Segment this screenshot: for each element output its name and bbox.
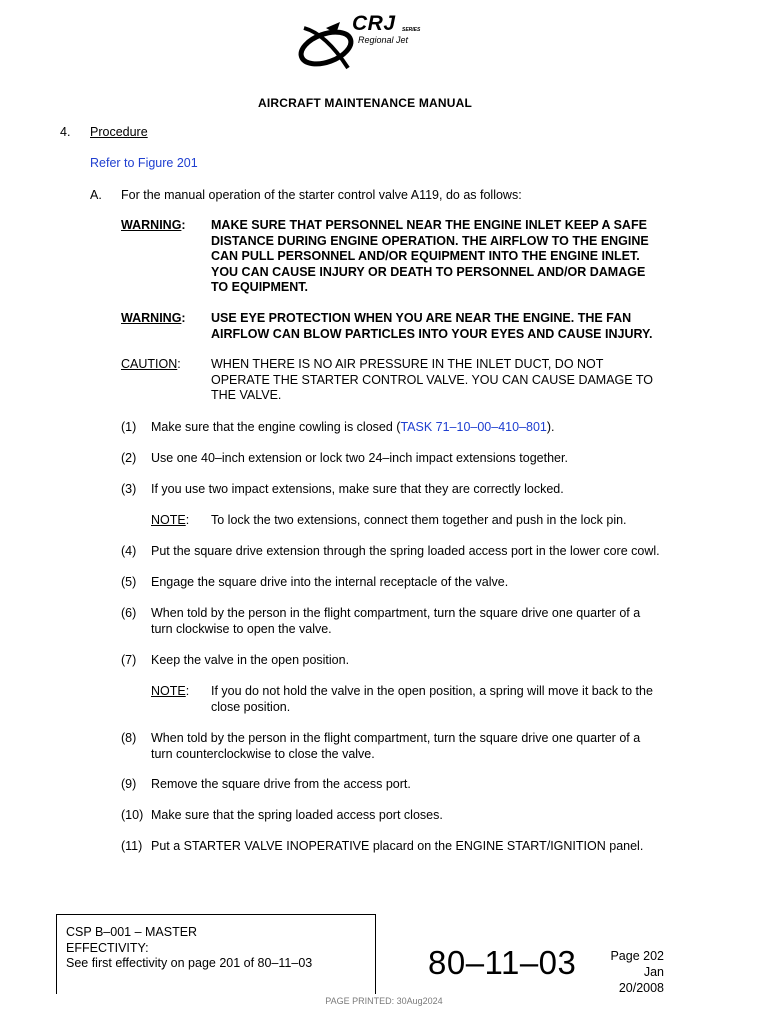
- caution-label: CAUTION:: [121, 357, 181, 371]
- document-number: 80–11–03: [428, 944, 577, 981]
- logo-subtitle: Regional Jet: [358, 35, 409, 45]
- note-text: To lock the two extensions, connect them together and push in the lock pin.: [211, 513, 627, 527]
- step-text: Keep the valve in the open position.: [151, 653, 350, 667]
- note-label: NOTE:: [151, 684, 190, 698]
- warning-label: WARNING:: [121, 311, 186, 325]
- step-number: (9): [121, 777, 137, 791]
- page-info: [598, 948, 664, 996]
- step-text: Put a STARTER VALVE INOPERATIVE placard on the ENGINE START/IGNITION panel.: [151, 839, 644, 853]
- step-number: (5): [121, 575, 137, 589]
- step-text: Put the square drive extension through the spring loaded access port in the lower core cowl.: [151, 544, 660, 558]
- step-number: (4): [121, 544, 137, 558]
- step-text: Make sure that the engine cowling is closed (TASK 71–10–00–410–801).: [151, 420, 555, 434]
- effectivity-label: EFFECTIVITY:: [66, 940, 149, 955]
- page-printed-stamp: PAGE PRINTED: 30Aug2024: [325, 996, 443, 1006]
- step-text: Use one 40–inch extension or lock two 24–inch impact extensions together.: [151, 451, 568, 465]
- section-title: Procedure: [90, 125, 148, 139]
- step-text: Make sure that the spring loaded access port closes.: [151, 808, 443, 822]
- step-number: (10): [121, 808, 144, 822]
- step-text: When told by the person in the flight compartment, turn the square drive one quarter of a turn clockwise to open the valve.: [151, 606, 641, 636]
- step-text: Remove the square drive from the access port.: [151, 777, 411, 791]
- effectivity-text: See first effectivity on page 201 of 80–11–03: [66, 956, 313, 970]
- step-text: Engage the square drive into the internal receptacle of the valve.: [151, 575, 509, 589]
- step-text: If you use two impact extensions, make sure that they are correctly locked.: [151, 482, 564, 496]
- item-a-label: A.: [90, 188, 102, 202]
- step-number: (8): [121, 731, 137, 745]
- figure-reference-link[interactable]: Refer to Figure 201: [90, 156, 198, 170]
- step-number: (3): [121, 482, 137, 496]
- manual-title: AIRCRAFT MAINTENANCE MANUAL: [257, 96, 473, 110]
- caution-text: WHEN THERE IS NO AIR PRESSURE IN THE INLET DUCT, DO NOT OPERATE THE STARTER CONTROL VALVE. YOU CAN CAUSE DAMAGE TO THE VALVE.: [211, 357, 653, 402]
- logo-series: SERIES: [402, 27, 421, 33]
- effectivity-box: [56, 914, 376, 994]
- page-number: Page 202: [610, 949, 664, 963]
- item-a-text: For the manual operation of the starter control valve A119, do as follows:: [121, 188, 522, 202]
- step-number: (1): [121, 420, 137, 434]
- section-number: 4.: [60, 125, 71, 139]
- note-label: NOTE:: [151, 513, 190, 527]
- warning-text: MAKE SURE THAT PERSONNEL NEAR THE ENGINE INLET KEEP A SAFE DISTANCE DURING ENGINE OPERATION. THE AIRFLOW TO THE ENGINE CAN PULL PERSONNEL AND/OR EQUIPMENT INTO THE ENGINE INLET. YOU CAN CAUSE INJURY OR DEATH TO PERSONNEL AND/OR DAMAGE TO EQUIPMENT.: [211, 218, 649, 294]
- manual-code: CSP B–001 – MASTER: [66, 925, 198, 939]
- step-number: (6): [121, 606, 137, 620]
- step-number: (11): [121, 839, 143, 853]
- warning-label: WARNING:: [121, 218, 186, 232]
- crj-logo: [296, 10, 436, 80]
- revision-date: Jan 20/2008: [618, 965, 664, 995]
- warning-text: USE EYE PROTECTION WHEN YOU ARE NEAR THE ENGINE. THE FAN AIRFLOW CAN BLOW PARTICLES INTO YOUR EYES AND CAUSE INJURY.: [211, 311, 653, 341]
- task-reference-link[interactable]: TASK 71–10–00–410–801: [400, 420, 547, 434]
- note-text: If you do not hold the valve in the open position, a spring will move it back to the close position.: [211, 684, 653, 714]
- step-text: When told by the person in the flight compartment, turn the square drive one quarter of a turn counterclockwise to close the valve.: [151, 731, 641, 761]
- step-number: (7): [121, 653, 137, 667]
- logo-brand: CRJ: [352, 12, 396, 35]
- step-number: (2): [121, 451, 137, 465]
